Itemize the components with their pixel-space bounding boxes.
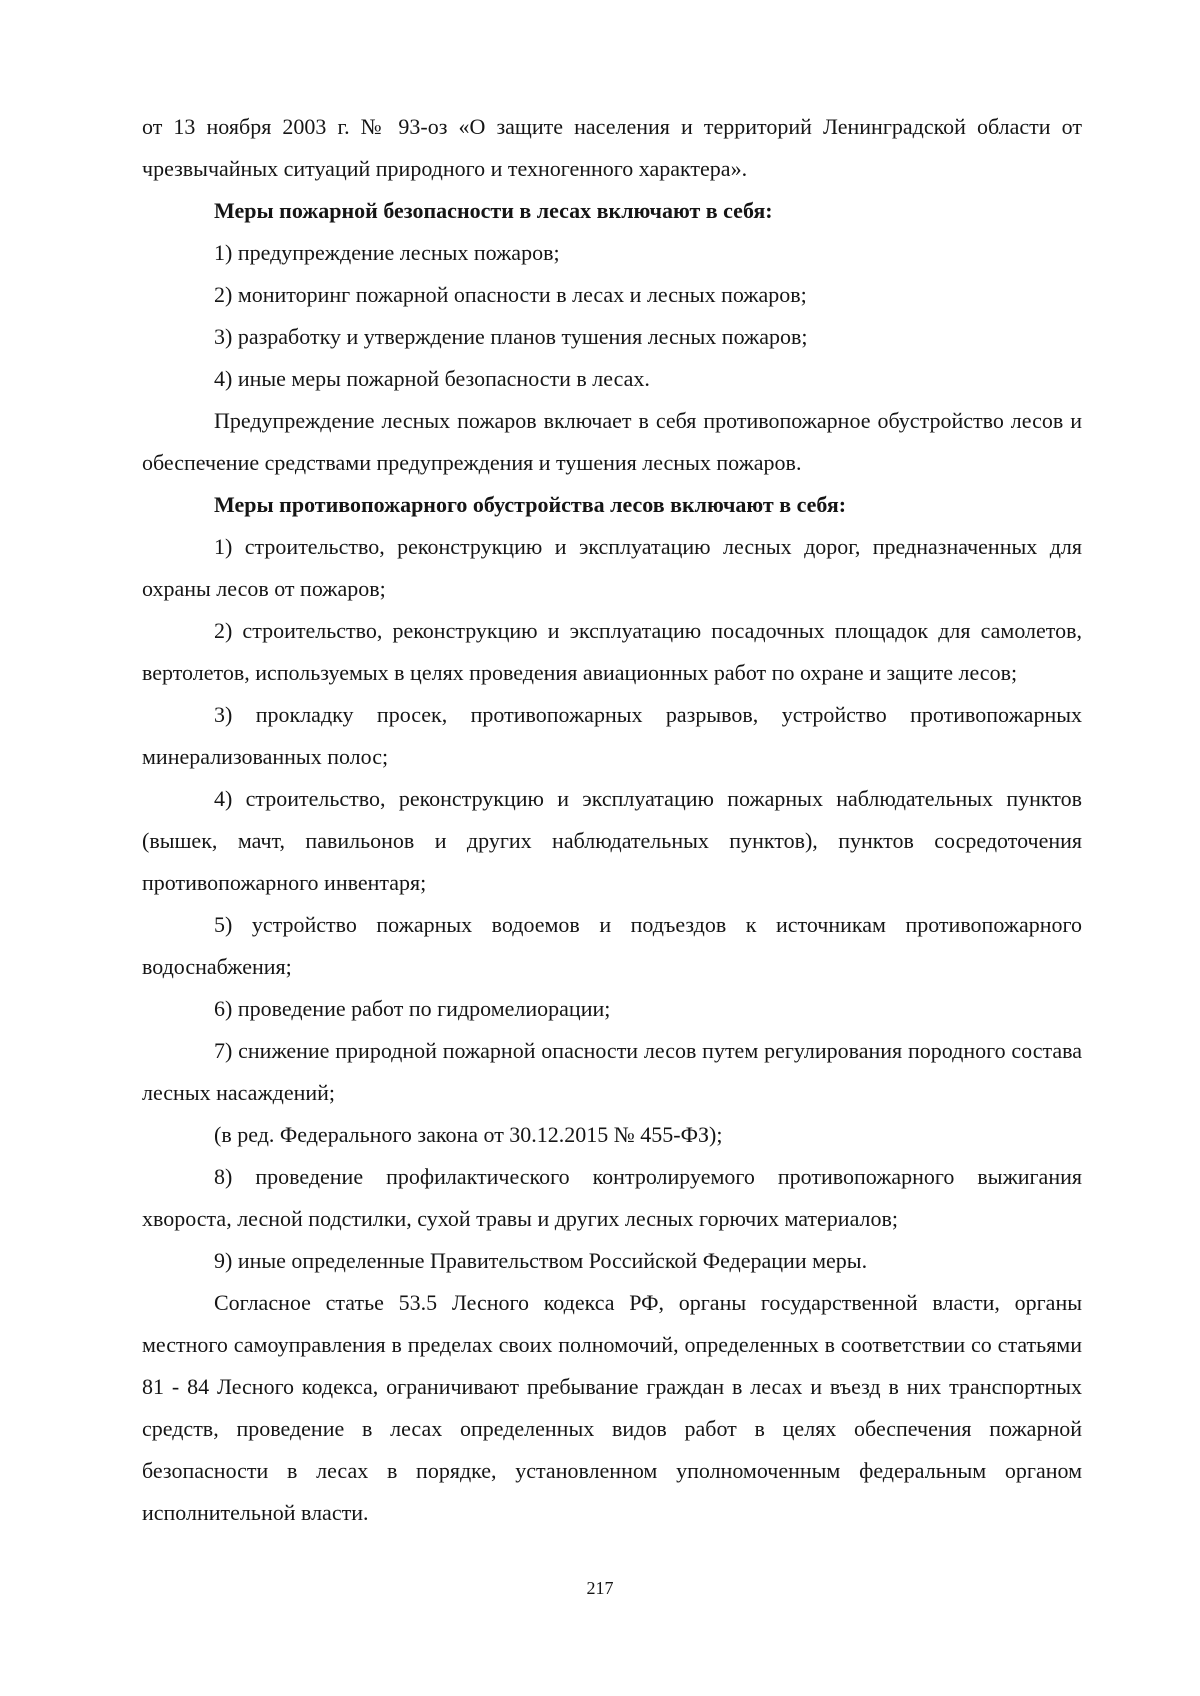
list-item-species-regulation: 7) снижение природной пожарной опасности лесов путем регулирования породного состава лесных насаждений; [142, 1038, 1082, 1105]
list-item-clearings: 3) прокладку просек, противопожарных разрывов, устройство противопожарных минерализованных полос; [142, 702, 1082, 769]
document-body [142, 106, 1082, 1534]
paragraph-prevention-definition: Предупреждение лесных пожаров включает в себя противопожарное обустройство лесов и обеспечение средствами предупреждения и тушения лесных пожаров. [142, 408, 1082, 475]
list-item-landing-sites: 2) строительство, реконструкцию и эксплуатацию посадочных площадок для самолетов, вертолетов, используемых в целях проведения авиационных работ по охране и защите лесов; [142, 618, 1082, 685]
amendment-note: (в ред. Федерального закона от 30.12.2015 № 455-ФЗ); [214, 1122, 723, 1147]
list-item-controlled-burning: 8) проведение профилактического контролируемого противопожарного выжигания хвороста, лесной подстилки, сухой травы и других лесных горючих материалов; [142, 1164, 1082, 1231]
list-item-other-measures: 4) иные меры пожарной безопасности в лесах. [214, 366, 650, 391]
paragraph-forest-code-restrictions: Согласное статье 53.5 Лесного кодекса РФ, органы государственной власти, органы местного самоуправления в пределах своих полномочий, определенных в соответствии со статьями 81 - 84 Лесного кодекса, ограничивают пребывание граждан в лесах и въезд в них транспортных средств, проведение в лесах определенных видов работ в целях обеспечения пожарной безопасности в лесах в порядке, установленном уполномоченным федеральным органом исполнительной власти. [142, 1290, 1082, 1525]
list-item-government-measures: 9) иные определенные Правительством Российской Федерации меры. [214, 1248, 868, 1273]
list-item-hydromelioration: 6) проведение работ по гидромелиорации; [214, 996, 611, 1021]
page-number: 217 [586, 1578, 614, 1598]
list-item-extinguishing-plans: 3) разработку и утверждение планов тушения лесных пожаров; [214, 324, 808, 349]
list-item-fire-prevention: 1) предупреждение лесных пожаров; [214, 240, 560, 265]
list-item-forest-roads: 1) строительство, реконструкцию и эксплуатацию лесных дорог, предназначенных для охраны лесов от пожаров; [142, 534, 1082, 601]
list-item-fire-monitoring: 2) мониторинг пожарной опасности в лесах и лесных пожаров; [214, 282, 807, 307]
list-item-observation-points: 4) строительство, реконструкцию и эксплуатацию пожарных наблюдательных пунктов (вышек, мачт, павильонов и других наблюдательных пунктов), пунктов сосредоточения противопожарного инвентаря; [142, 786, 1082, 895]
paragraph-law-reference: от 13 ноября 2003 г. № 93-оз «О защите населения и территорий Ленинградской области от чрезвычайных ситуаций природного и техногенного характера». [142, 114, 1082, 181]
heading-fire-arrangement-measures: Меры противопожарного обустройства лесов включают в себя: [214, 492, 847, 517]
heading-fire-safety-measures: Меры пожарной безопасности в лесах включают в себя: [214, 198, 773, 223]
list-item-water-reservoirs: 5) устройство пожарных водоемов и подъездов к источникам противопожарного водоснабжения; [142, 912, 1082, 979]
